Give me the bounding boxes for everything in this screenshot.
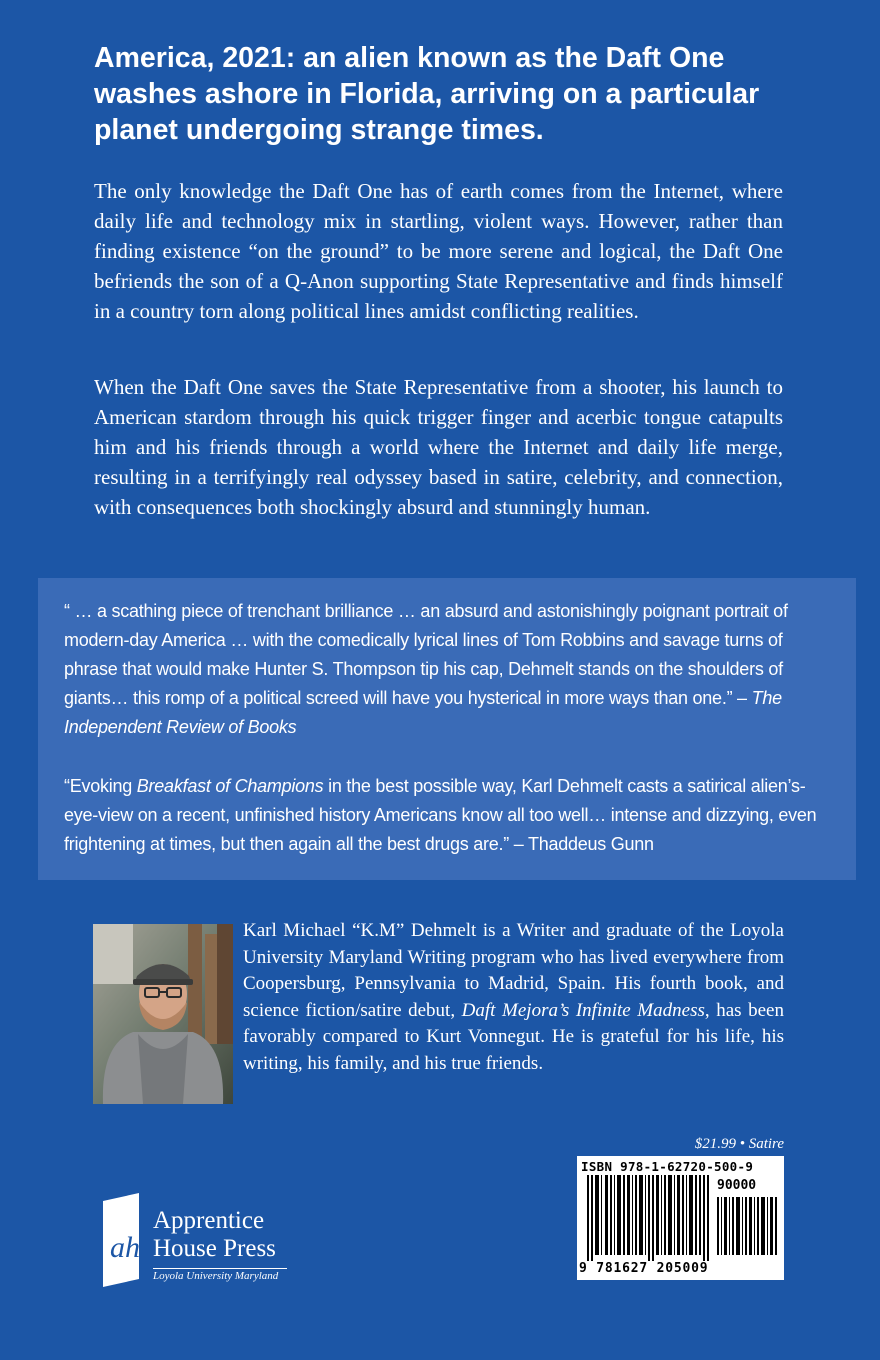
barcode-bars-icon: [577, 1175, 784, 1261]
review-quote-2-lead: “Evoking: [64, 776, 137, 796]
review-quote-1: [64, 597, 834, 742]
price-code: 90000: [717, 1178, 757, 1193]
author-photo: [93, 924, 233, 1104]
review-quote-2-book-title: Breakfast of Champions: [136, 776, 324, 796]
publisher-name: [153, 1207, 276, 1263]
price-genre: $21.99 • Satire: [694, 1136, 784, 1152]
publisher-mark: ah: [110, 1231, 140, 1264]
review-quote-1-text: “ … a scathing piece of trenchant brilliance … an absurd and astonishingly poignant portrait of modern-day America … with the comedically lyrical lines of Tom Robbins and savage turns of phrase that would make Hunter S. Thompson tip his cap, Dehmelt stands on the shoulders of giants… this romp of a political screed will have you hysterical in more ways than one.” –: [64, 601, 788, 708]
author-bio-book-title: Daft Mejora’s Infinite Madness: [461, 999, 705, 1021]
synopsis-paragraph-2: When the Daft One saves the State Representative from a shooter, his launch to American stardom through his quick trigger finger and acerbic tongue catapults him and his friends through a world where the Internet and daily life merge, resulting in a terrifyingly real odyssey based in satire, celebrity, and connection, with consequences both shockingly absurd and stunningly human.: [94, 375, 783, 519]
review-quote-1-source: The Independent Review of Books: [64, 688, 782, 737]
author-bio-text: Karl Michael “K.M” Dehmelt is a Writer and graduate of the Loyola University Maryland Writing program who has lived everywhere from Coopersburg, Pennsylvania to Madrid, Spain. His fourth book, and science fiction/satire debut,: [243, 920, 784, 1021]
author-bio-text-end: , has been favorably compared to Kurt Vonnegut. He is grateful for his life, his writing, his family, and his true friends.: [243, 999, 784, 1074]
publisher-affiliation: Loyola University Maryland: [153, 1268, 287, 1282]
author-bio: [243, 918, 784, 1077]
ean-digits: 9 781627 205009: [579, 1261, 709, 1276]
headline: America, 2021: an alien known as the Daft One washes ashore in Florida, arriving on a particular planet undergoing strange times.: [94, 42, 760, 146]
isbn-number: ISBN 978-1-62720-500-9: [581, 1159, 754, 1174]
isbn-barcode: [577, 1156, 784, 1280]
review-quote-2-text: in the best possible way, Karl Dehmelt casts a satirical alien’s-eye-view on a recent, unfinished history Americans know all too well… intense and dizzying, even frightening at times, but then again all the best drugs are.” – Thaddeus Gunn: [64, 776, 817, 854]
publisher-name-line2: House Press: [153, 1235, 276, 1262]
publisher-name-line1: Apprentice: [153, 1207, 265, 1234]
synopsis-paragraph-1: The only knowledge the Daft One has of earth comes from the Internet, where daily life and technology mix in startling, violent ways. However, rather than finding existence “on the ground” to be more serene and logical, the Daft One befriends the son of a Q-Anon supporting State Representative and finds himself in a country torn along political lines amidst conflicting realities.: [94, 179, 783, 323]
publisher-logo-icon: [95, 1193, 147, 1287]
review-quote-2: [64, 772, 834, 859]
